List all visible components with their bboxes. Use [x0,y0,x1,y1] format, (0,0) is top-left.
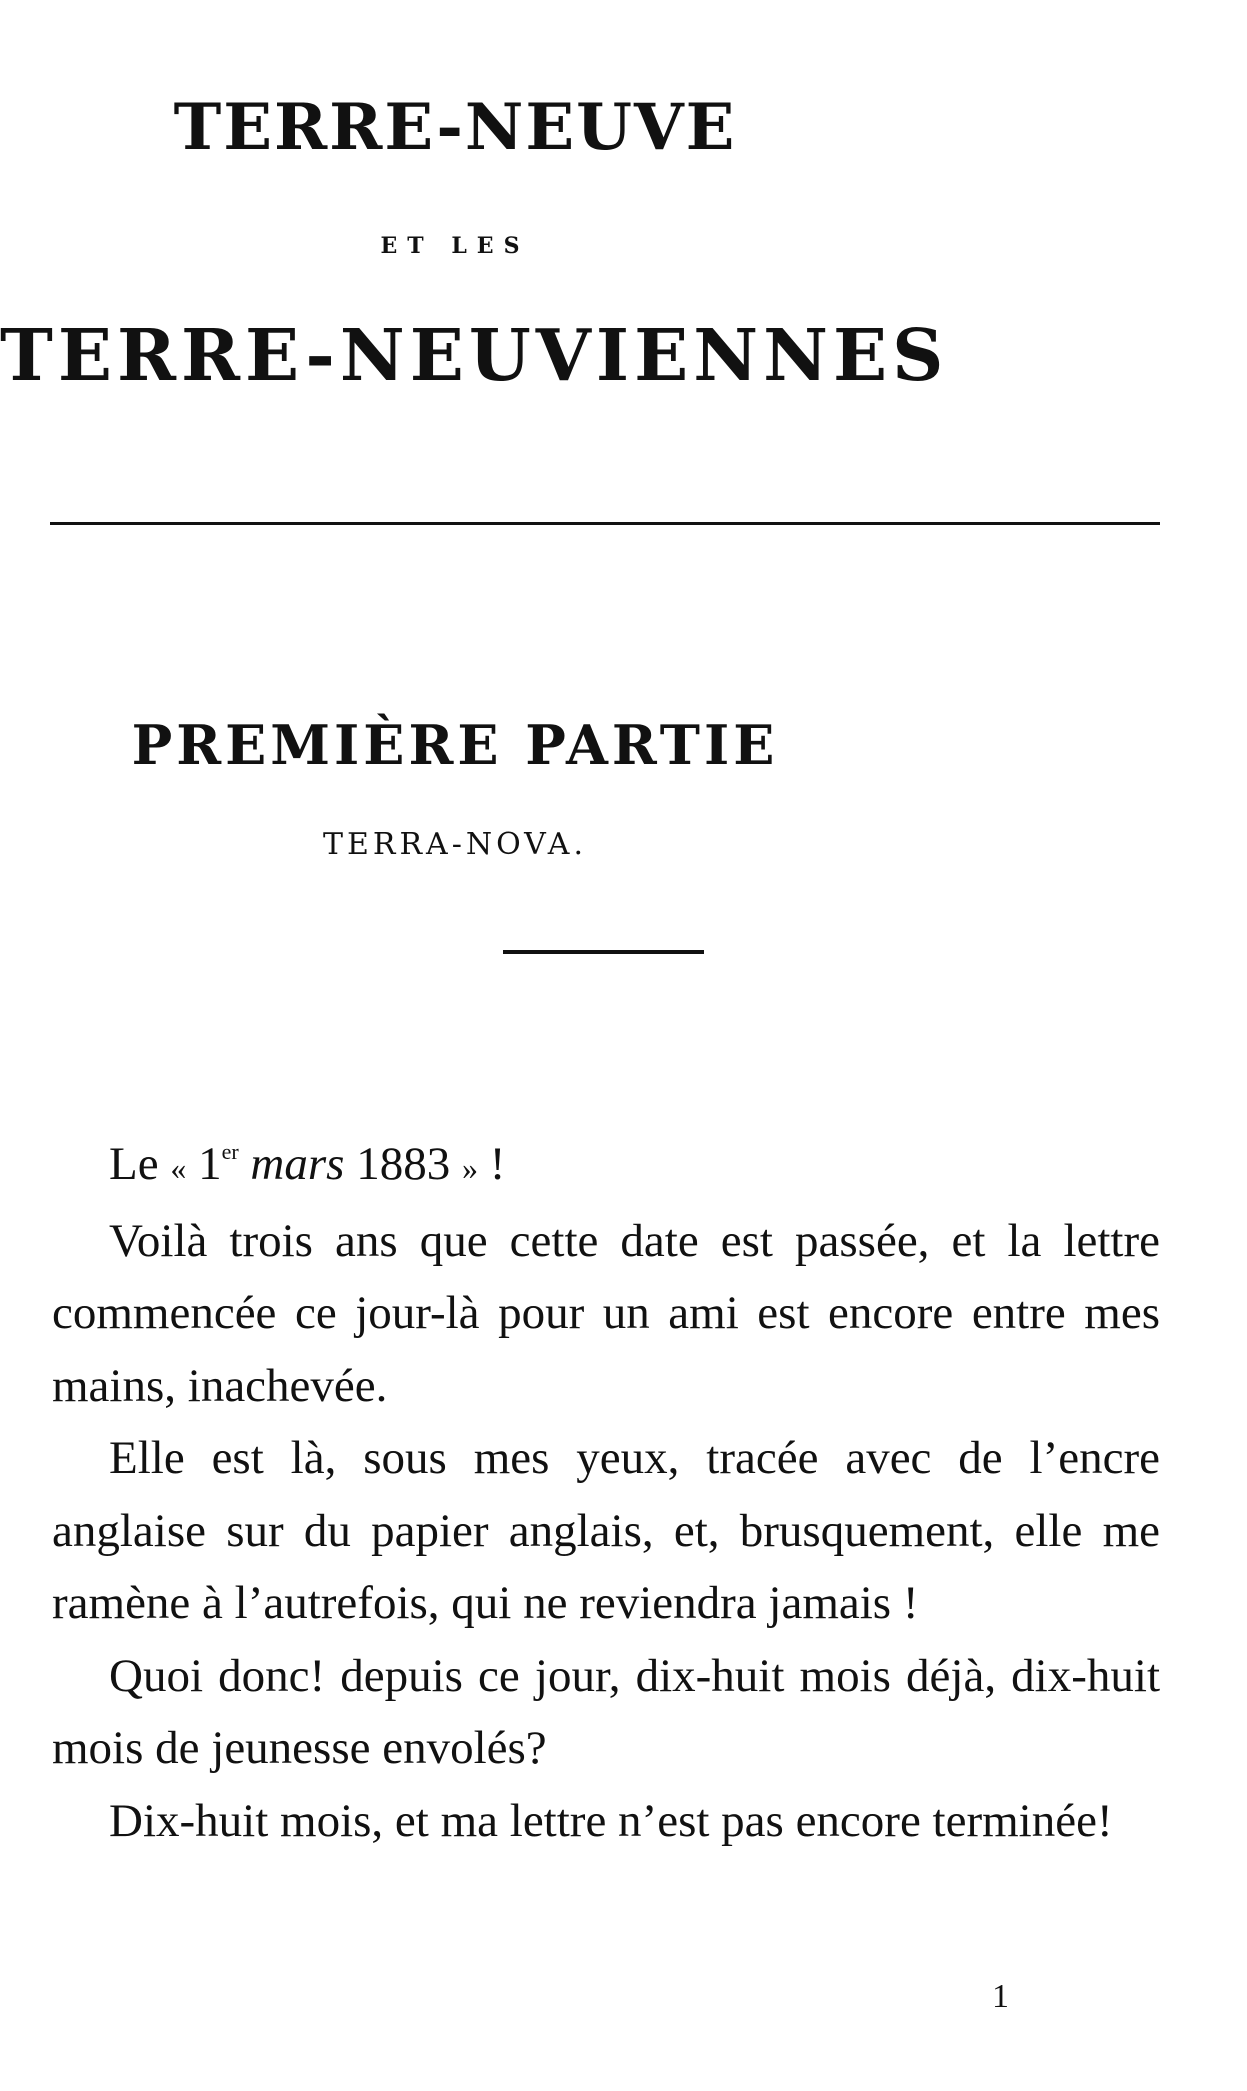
date-prefix: Le [109,1138,159,1190]
part-subtitle: TERRA-NOVA. [322,827,588,862]
title-divider [50,522,1160,525]
open-quote: « [170,1150,187,1186]
date-day-suffix: er [221,1139,239,1164]
title-conjunction: ET LES [380,233,530,259]
book-title: TERRE-NEUVE [173,90,737,165]
date-day: 1 [198,1138,222,1190]
paragraph: Voilà trois ans que cette date est passée, et la lettre commencée ce jour-là pour un ami est encore entre mes mains, inachevée. [52,1214,1160,1412]
close-quote: » [461,1150,478,1186]
book-subtitle: TERRE-NEUVIENNES [0,313,949,397]
paragraph: Quoi donc! depuis ce jour, dix-huit mois déjà, dix-huit mois de jeunesse envolés? [52,1649,1160,1774]
date-month: mars [250,1138,345,1190]
date-year: 1883 [356,1138,451,1190]
page-number: 1 [992,1978,1009,2015]
paragraph: Dix-huit mois, et ma lettre n’est pas encore terminée! [109,1794,1113,1847]
date-exclamation: ! [489,1138,506,1190]
section-divider [503,950,704,954]
paragraph: Elle est là, sous mes yeux, tracée avec de l’encre anglaise sur du papier anglais, et, brusquement, elle me ramène à l’autrefois, qui ne reviendra jamais ! [52,1432,1160,1629]
body-text [52,1128,1160,1857]
date-line [52,1128,1160,1205]
part-title: PREMIÈRE PARTIE [131,713,779,777]
